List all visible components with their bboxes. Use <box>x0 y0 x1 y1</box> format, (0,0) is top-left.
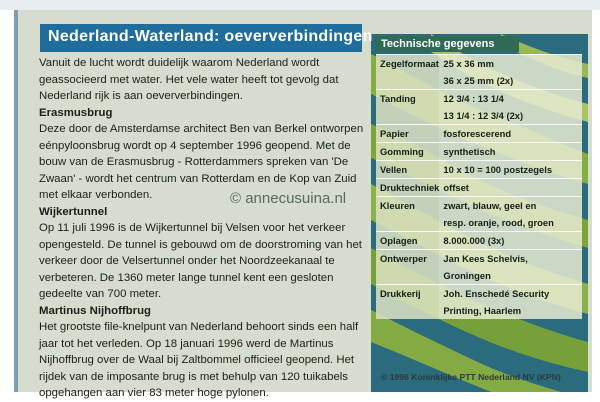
tech-value: Groningen <box>439 267 582 285</box>
tech-value: Printing, Haarlem <box>439 302 582 319</box>
section-heading-erasmusbrug: Erasmusbrug <box>39 106 113 119</box>
tech-row <box>376 125 582 143</box>
section-heading-wijkertunnel: Wijkertunnel <box>39 205 108 218</box>
tech-value: 36 x 25 mm (2x) <box>439 72 582 90</box>
tech-label: Zegelformaat <box>376 55 439 73</box>
tech-value: 25 x 36 mm <box>439 55 582 73</box>
tech-label: Papier <box>376 125 439 143</box>
section-text-erasmusbrug: Deze door de Amsterdamse architect Ben van Berkel ontworpen eénpyloonsbrug wordt op 4 september 1996 geopend. Met de bouw van de Erasmusbrug - Rotterdammers spreken van 'De Zwaan' - wordt het centrum van Rotterdam en de Kop van Zuid met elkaar verbonden. <box>39 123 364 201</box>
tech-row <box>376 72 582 90</box>
tech-row <box>376 302 582 319</box>
tech-value: fosforescerend <box>439 125 582 143</box>
tech-label <box>376 107 439 125</box>
tech-value: 13 1/4 : 12 3/4 (2x) <box>439 107 582 125</box>
tech-row <box>376 143 582 161</box>
tech-value: Joh. Enschedé Security <box>439 285 582 303</box>
tech-row <box>376 107 582 125</box>
tech-label: Ontwerper <box>376 250 439 268</box>
section-text-wijkertunnel: Op 11 juli 1996 is de Wijkertunnel bij Velsen voor het verkeer opengesteld. De tunnel is gebouwd om de doorstroming van het verkeer door de Velsertunnel onder het Noordzeekanaal te verbeteren. De 1360 meter lange tunnel kent een gesloten gedeelte van 700 meter. <box>39 222 362 300</box>
tech-label <box>376 302 439 319</box>
tech-value: offset <box>439 179 582 197</box>
intro-paragraph: Vanuit de lucht wordt duidelijk waarom Nederland wordt geassocieerd met water. Het vele water heeft tot gevolg dat Nederland rijk is aan oeververbindingen. <box>39 57 339 102</box>
tech-row <box>376 214 582 232</box>
tech-value: 8.000.000 (3x) <box>439 232 582 250</box>
tech-row <box>376 179 582 197</box>
article-body <box>39 55 371 402</box>
copyright-notice: © 1996 Koninklijke PTT Nederland NV (KPN) <box>381 372 561 382</box>
tech-value: Jan Kees Schelvis, <box>439 250 582 268</box>
page-title: Nederland-Waterland: oeververbindingen <box>48 28 373 45</box>
tech-label <box>376 72 439 90</box>
tech-specs-table <box>376 54 582 319</box>
tech-row <box>376 232 582 250</box>
tech-row <box>376 285 582 303</box>
tech-label: Drukkerij <box>376 285 439 303</box>
tech-row <box>376 55 582 73</box>
tech-row <box>376 250 582 268</box>
tech-specs-header: Technische gegevens <box>375 36 519 52</box>
tech-row <box>376 197 582 215</box>
title-bar <box>40 24 373 52</box>
tech-row <box>376 90 582 108</box>
tech-row <box>376 267 582 285</box>
tech-value: synthetisch <box>439 143 582 161</box>
page-edge-strip <box>0 0 600 10</box>
tech-label: Tanding <box>376 90 439 108</box>
tech-label: Kleuren <box>376 197 439 215</box>
section-text-nijhoffbrug: Het grootste file-knelpunt van Nederland behoort sinds een half jaar tot het verleden. Op 18 januari 1996 werd de Martinus Nijhoffbrug over de Waal bij Zaltbommel officieel geopend. Het rijdek van de imposante brug is met behulp van 120 tuikabels opgehangen aan vier 83 meter hoge pylonen. <box>39 321 359 399</box>
tech-value: 10 x 10 = 100 postzegels <box>439 161 582 179</box>
tech-label <box>376 267 439 285</box>
tech-value: 12 3/4 : 13 1/4 <box>439 90 582 108</box>
tech-label: Gomming <box>376 143 439 161</box>
tech-label: Druktechniek <box>376 179 439 197</box>
tech-label <box>376 214 439 232</box>
tech-label: Vellen <box>376 161 439 179</box>
tech-row <box>376 161 582 179</box>
watermark: © annecusuina.nl <box>230 190 347 207</box>
tech-value: resp. oranje, rood, groen <box>439 214 582 232</box>
tech-label: Oplagen <box>376 232 439 250</box>
tech-value: zwart, blauw, geel en <box>439 197 582 215</box>
section-heading-nijhoffbrug: Martinus Nijhoffbrug <box>39 304 151 317</box>
